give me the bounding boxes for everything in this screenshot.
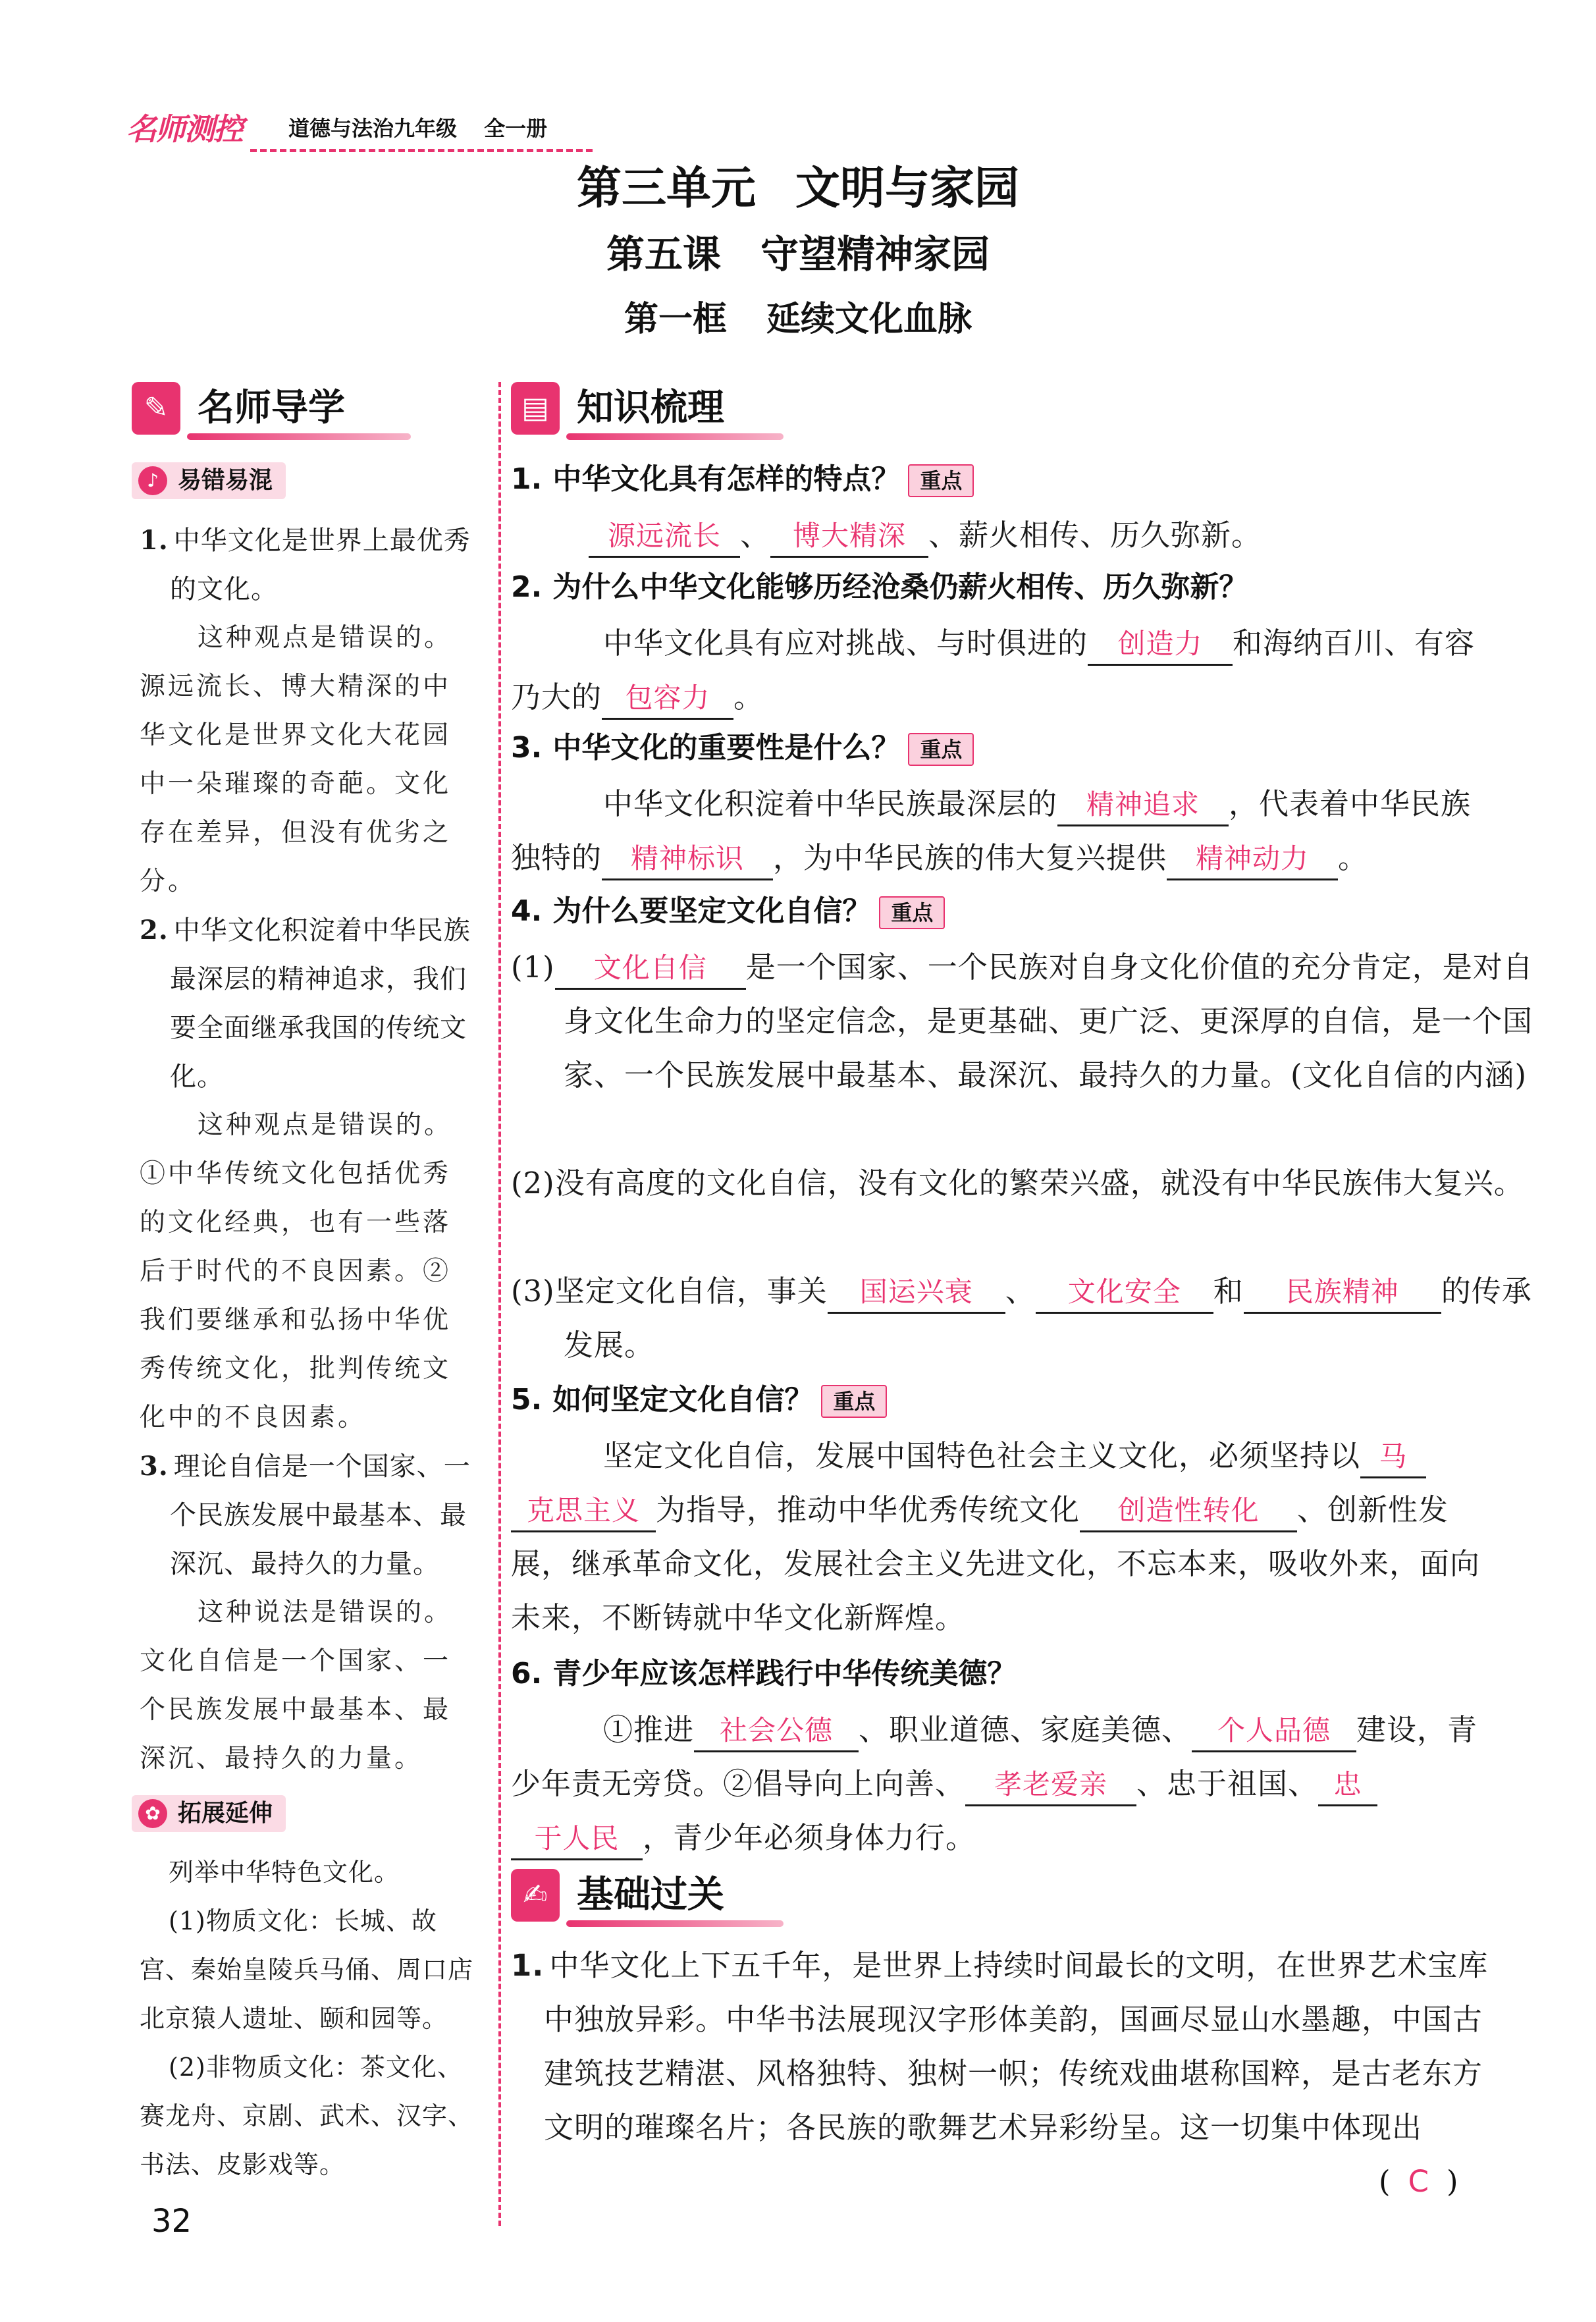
answer-text: ，为中华民族的伟大复兴提供	[773, 840, 1167, 875]
left-item-1	[140, 516, 475, 906]
tag-label: 易错易混	[178, 467, 273, 494]
exercise-number: 1.	[511, 1948, 545, 1983]
answer-blank: 创造性转化	[1080, 1491, 1297, 1532]
section-knowledge	[511, 377, 787, 440]
separator: 、	[1005, 1274, 1036, 1309]
answer-2	[511, 616, 1499, 724]
question-number: 4.	[511, 894, 543, 928]
lesson-title	[0, 228, 1596, 281]
brand-logo: 名师测控	[126, 111, 242, 147]
question-number: 1.	[511, 462, 543, 496]
header-info	[288, 112, 567, 145]
answer-5	[511, 1429, 1499, 1645]
answer-blank: 包容力	[602, 678, 733, 720]
answer-blank: 忠	[1318, 1765, 1377, 1806]
teacher-icon: ✎	[132, 382, 180, 435]
answer-text: 和	[1213, 1274, 1244, 1309]
answer-text: 、忠于祖国、	[1136, 1766, 1319, 1801]
lesson-number: 第五课	[606, 232, 721, 277]
flower-icon: ✿	[138, 1799, 167, 1828]
answer-text: (1)	[511, 950, 555, 985]
answer-blank: 文化安全	[1036, 1272, 1213, 1314]
separator: 、	[740, 518, 771, 553]
answer-text: ①推进	[603, 1712, 695, 1747]
bell-icon: ♪	[138, 466, 167, 495]
extension-intangible: (2)非物质文化：茶文化、赛龙舟、京剧、武术、汉字、书法、皮影戏等。	[140, 2053, 474, 2179]
answer-blank: 马	[1360, 1437, 1426, 1478]
exercise-1-answer	[1379, 2155, 1510, 2209]
item-answer: 这种说法是错误的。文化自信是一个国家、一个民族发展中最基本、最深沉、最持久的力量。	[140, 1598, 453, 1773]
item-statement: 中华文化是世界上最优秀的文化。	[170, 526, 471, 605]
answer-text: 中华文化具有应对挑战、与时俱进的	[603, 626, 1088, 661]
unit-number: 第三单元	[576, 163, 756, 215]
item-number: 2.	[140, 915, 169, 946]
question-number: 2.	[511, 570, 543, 604]
subject-label: 道德与法治九年级	[288, 116, 458, 141]
question-5	[511, 1374, 1499, 1426]
answer-blank: 克思主义	[511, 1491, 656, 1532]
question-number: 6.	[511, 1657, 543, 1690]
exercise-text: 中华文化上下五千年，是世界上持续时间最长的文明，在世界艺术宝库中独放异彩。中华书法展现汉字形体美韵，国画尽显山水墨趣，中国古建筑技艺精湛、风格独特、独树一帜；传统戏曲堪称国粹，是古老东方文明的璀璨名片；各民族的歌舞艺术异彩纷呈。这一切集中体现出	[544, 1948, 1489, 2145]
answer-blank: 博大精深	[770, 516, 928, 558]
answer-4-2: (2)没有高度的文化自信，没有文化的繁荣兴盛，就没有中华民族伟大复兴。	[511, 1166, 1524, 1201]
tag-error-prone	[132, 462, 286, 499]
answer-text: 和海纳百川、有容乃大的	[511, 626, 1476, 715]
page-number: 32	[151, 2203, 192, 2240]
answer-text: 、职业道德、家庭美德、	[859, 1712, 1192, 1747]
question-text: 青少年应该怎样践行中华传统美德？	[552, 1657, 1017, 1690]
answer-text: 。	[1338, 840, 1369, 875]
extension-intro: 列举中华特色文化。	[169, 1858, 400, 1887]
answer-blank: 国运兴衰	[828, 1272, 1005, 1314]
unit-name: 文明与家园	[795, 163, 1020, 215]
answer-blank: 社会公德	[694, 1711, 859, 1752]
frame-number: 第一框	[624, 300, 727, 339]
exercise-1	[511, 1939, 1499, 2155]
paren-right: )	[1446, 2164, 1459, 2199]
question-number: 5.	[511, 1383, 543, 1417]
section-title: 知识梳理	[577, 387, 724, 429]
question-text: 如何坚定文化自信？	[552, 1383, 814, 1417]
column-divider	[498, 382, 501, 2226]
lesson-name: 守望精神家园	[760, 232, 990, 277]
unit-title	[0, 159, 1596, 219]
answer-text: 。	[733, 680, 764, 715]
question-3	[511, 722, 1499, 774]
key-badge: 重点	[821, 1385, 887, 1418]
left-item-3	[140, 1442, 475, 1783]
item-answer: 这种观点是错误的。①中华传统文化包括优秀的文化经典，也有一些落后于时代的不良因素。②我们要继承和弘扬中华优秀传统文化，批判传统文化中的不良因素。	[140, 1110, 453, 1432]
answer-6	[511, 1703, 1499, 1865]
answer-text: 是一个国家、一个民族对自身文化价值的充分肯定，是对自身文化生命力的坚定信念，是更基础、更广泛、更深厚的自信，是一个国家、一个民族发展中最基本、最深沉、最持久的力量。(文化自信的内涵)	[564, 950, 1533, 1093]
item-answer: 这种观点是错误的。源远流长、博大精深的中华文化是世界文化大花园中一朵璀璨的奇葩。文化存在差异，但没有优劣之分。	[140, 623, 453, 896]
item-statement: 中华文化积淀着中华民族最深层的精神追求，我们要全面继承我国的传统文化。	[170, 915, 471, 1092]
answer-blank: 精神追求	[1057, 785, 1229, 826]
answer-text: 的传承发展。	[564, 1274, 1532, 1363]
book-icon: ▤	[511, 382, 560, 435]
answer-text: 、创新性发展，继承革命文化，发展社会主义先进文化，不忘本来，吸收外来，面向未来，不断铸就中华文化新辉煌。	[511, 1492, 1481, 1635]
question-text: 中华文化具有怎样的特点？	[552, 462, 901, 496]
question-1	[511, 453, 1499, 506]
answer-text: 中华文化积淀着中华民族最深层的	[603, 786, 1058, 821]
question-number: 3.	[511, 731, 543, 765]
tag-label: 拓展延伸	[178, 1800, 273, 1827]
key-badge: 重点	[908, 733, 974, 766]
tag-extension	[132, 1795, 286, 1832]
section-title: 基础过关	[577, 1874, 724, 1916]
answer-blank: 于人民	[511, 1819, 643, 1860]
answer-text: ，代表着中华民族独特的	[511, 786, 1472, 875]
extension-content	[140, 1848, 475, 2189]
question-6	[511, 1648, 1499, 1700]
answer-text: 、薪火相传、历久弥新。	[928, 518, 1262, 553]
answer-blank: 文化自信	[555, 948, 746, 990]
volume-label: 全一册	[484, 116, 548, 141]
header-divider	[250, 149, 593, 152]
answer-blank: 孝老爱亲	[965, 1765, 1136, 1806]
section-basics	[511, 1864, 787, 1927]
question-2	[511, 561, 1499, 614]
question-text: 为什么中华文化能够历经沧桑仍薪火相传、历久弥新？	[552, 570, 1248, 604]
item-statement: 理论自信是一个国家、一个民族发展中最基本、最深沉、最持久的力量。	[170, 1451, 471, 1579]
answer-1	[511, 508, 1499, 562]
paren-left: (	[1379, 2164, 1391, 2199]
answer-4-1	[511, 940, 1551, 1102]
pen-icon: ✍	[511, 1869, 560, 1922]
frame-name: 延续文化血脉	[766, 300, 972, 339]
question-text: 中华文化的重要性是什么？	[552, 731, 901, 765]
question-4	[511, 885, 1499, 938]
extension-material: (1)物质文化：长城、故宫、秦始皇陵兵马俑、周口店北京猿人遗址、颐和园等。	[140, 1906, 474, 2033]
answer-blank: 创造力	[1088, 624, 1233, 666]
section-teacher-guide	[132, 377, 421, 440]
item-number: 1.	[140, 525, 169, 556]
answer-text: 建设，青少年责无旁贷。②倡导向上向善、	[511, 1712, 1478, 1801]
section-title: 名师导学	[198, 387, 345, 429]
answer-blank: 源远流长	[589, 516, 740, 558]
answer-blank: 个人品德	[1192, 1711, 1356, 1752]
answer-blank: 民族精神	[1244, 1272, 1441, 1314]
answer-text: 为指导，推动中华优秀传统文化	[656, 1492, 1080, 1527]
answer-blank: 精神标识	[602, 839, 773, 880]
section-underline	[566, 1920, 784, 1927]
question-text: 为什么要坚定文化自信？	[552, 894, 872, 928]
answer-3	[511, 777, 1499, 885]
left-item-2	[140, 906, 475, 1442]
section-underline	[187, 433, 411, 440]
key-badge: 重点	[879, 896, 945, 929]
answer-text: 坚定文化自信，发展中国特色社会主义文化，必须坚持以	[603, 1438, 1361, 1473]
answer-blank: 精神动力	[1167, 839, 1338, 880]
section-underline	[566, 433, 784, 440]
answer-text: (3)坚定文化自信，事关	[511, 1274, 828, 1309]
frame-title	[0, 295, 1596, 344]
key-badge: 重点	[908, 464, 974, 497]
answer-4-3	[511, 1264, 1551, 1372]
answer-choice: C	[1408, 2164, 1429, 2199]
answer-text: ，青少年必须身体力行。	[643, 1820, 976, 1855]
item-number: 3.	[140, 1451, 169, 1482]
